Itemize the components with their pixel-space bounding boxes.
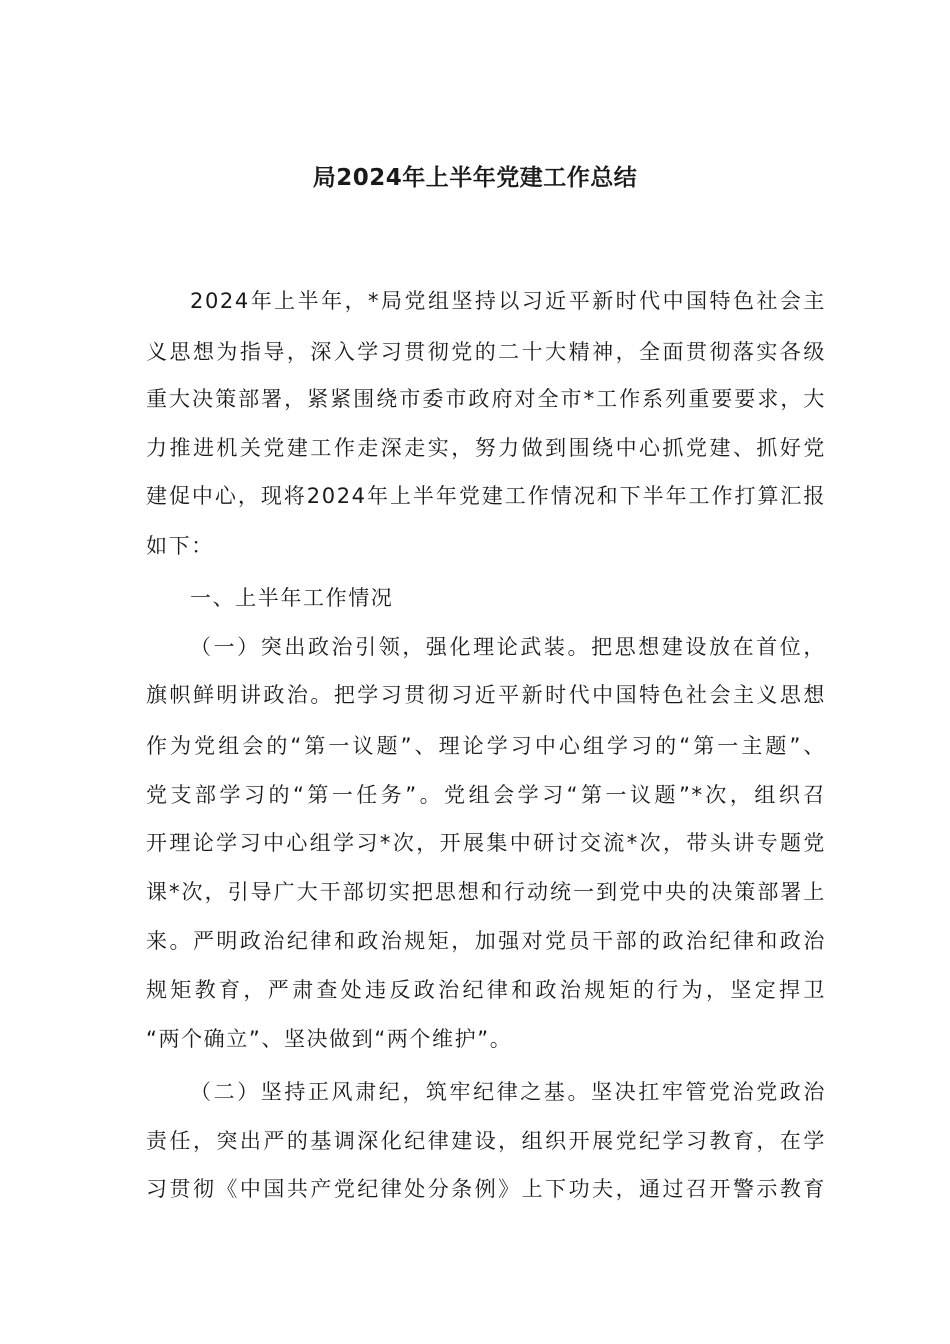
- paragraph-2-line-7: 来。严明政治纪律和政治规矩，加强对党员干部的政治纪律和政治: [146, 929, 826, 953]
- section-heading-1: 一、上半年工作情况: [190, 586, 394, 610]
- paragraph-2-line-3: 作为党组会的“第一议题”、理论学习中心组学习的“第一主题”、: [146, 734, 826, 758]
- paragraph-2-line-2: 旗帜鲜明讲政治。把学习贯彻习近平新时代中国特色社会主义思想: [146, 683, 826, 707]
- paragraph-1-line-6: 如下：: [146, 534, 214, 558]
- paragraph-2-line-8: 规矩教育，严肃查处违反政治纪律和政治规矩的行为，坚定捍卫: [146, 978, 826, 1002]
- paragraph-1-line-5: 建促中心，现将2024年上半年党建工作情况和下半年工作打算汇报: [146, 484, 826, 508]
- paragraph-1-line-2: 义思想为指导，深入学习贯彻党的二十大精神，全面贯彻落实各级: [146, 340, 826, 364]
- paragraph-2-line-5: 开理论学习中心组学习*次，开展集中研讨交流*次，带头讲专题党: [146, 831, 826, 855]
- paragraph-1-line-4: 力推进机关党建工作走深走实，努力做到围绕中心抓党建、抓好党: [146, 436, 826, 460]
- paragraph-3-line-3: 习贯彻《中国共产党纪律处分条例》上下功夫，通过召开警示教育: [146, 1177, 826, 1201]
- paragraph-1-line-1: 2024年上半年，*局党组坚持以习近平新时代中国特色社会主: [190, 289, 826, 313]
- paragraph-2-line-9: “两个确立”、坚决做到“两个维护”。: [146, 1027, 513, 1051]
- paragraph-3-line-1: （二）坚持正风肃纪，筑牢纪律之基。坚决扛牢管党治党政治: [190, 1080, 826, 1104]
- paragraph-3-line-2: 责任，突出严的基调深化纪律建设，组织开展党纪学习教育，在学: [146, 1129, 826, 1153]
- paragraph-2-line-6: 课*次，引导广大干部切实把思想和行动统一到党中央的决策部署上: [146, 880, 826, 904]
- paragraph-2-line-1: （一）突出政治引领，强化理论武装。把思想建设放在首位，: [190, 635, 826, 659]
- paragraph-2-line-4: 党支部学习的“第一任务”。党组会学习“第一议题”*次，组织召: [146, 783, 826, 807]
- document-title: 局2024年上半年党建工作总结: [312, 165, 638, 191]
- paragraph-1-line-3: 重大决策部署，紧紧围绕市委市政府对全市*工作系列重要要求，大: [146, 387, 826, 411]
